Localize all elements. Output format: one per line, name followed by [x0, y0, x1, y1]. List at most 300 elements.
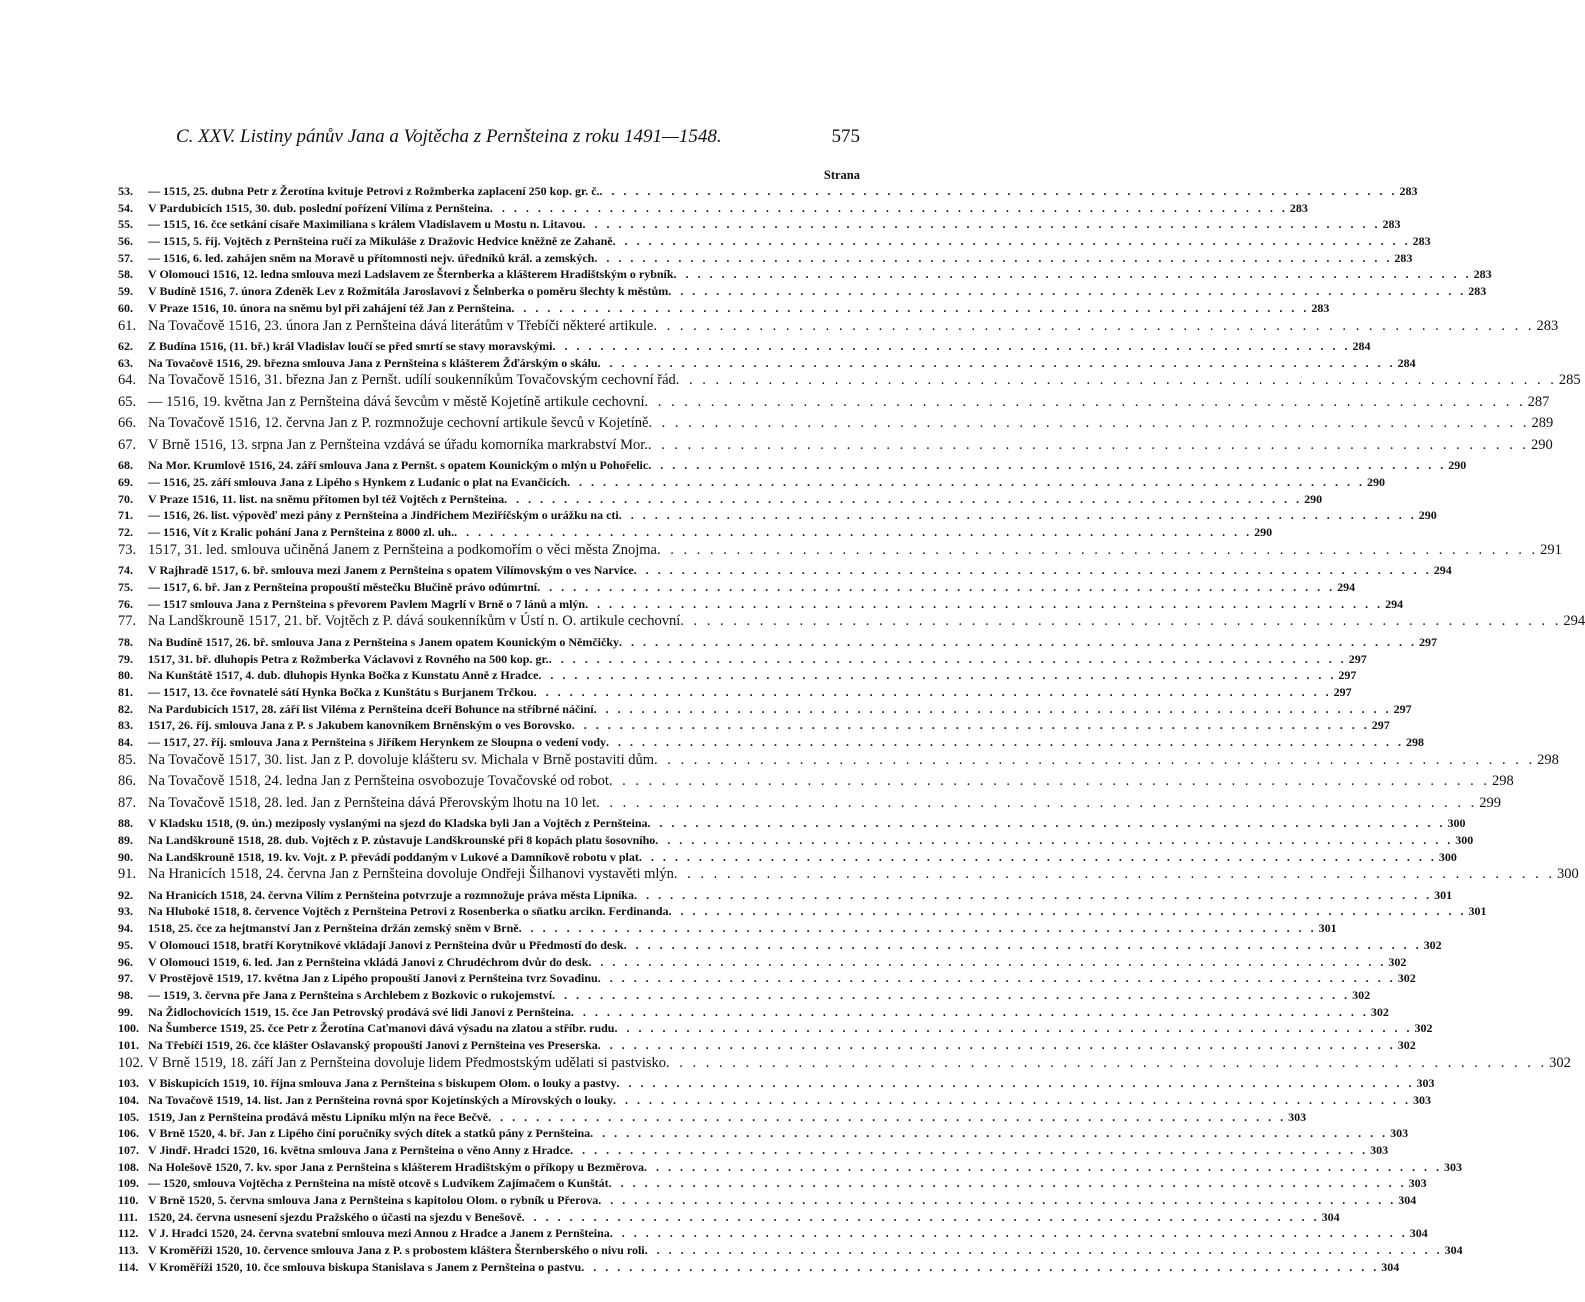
dot-leader — [674, 267, 1472, 282]
entry-page: 304 — [1381, 1259, 1400, 1274]
index-entry — [118, 1142, 1389, 1160]
entry-text: Na Šumberce 1519, 25. čce Petr z Žerotína Caťmanovi dává výsadu na zlatou a stříbr. rudu — [148, 1021, 615, 1036]
index-entry — [118, 1076, 1435, 1093]
entry-number: 88. — [118, 816, 133, 831]
entry-text: Na Třebíči 1519, 26. čce klášter Oslavanský propouští Janovi z Pernšteina ves Preserska — [148, 1037, 598, 1052]
index-entry — [118, 339, 1371, 356]
index-entry — [118, 267, 1492, 284]
dot-leader — [617, 1076, 1415, 1091]
entry-number: 112. — [118, 1226, 139, 1241]
entry-text: 1518, 25. čce za hejtmanství Jan z Pernšteina držán zemský sněm v Brně — [148, 921, 519, 936]
entry-number: 95. — [118, 937, 133, 952]
entry-text: V Kroměříži 1520, 10. čce smlouva biskupa Stanislava s Janem z Pernšteina o pastvu — [148, 1259, 582, 1274]
dot-leader — [585, 597, 1383, 612]
index-entry — [118, 1159, 1462, 1177]
entry-page: 303 — [1370, 1142, 1389, 1157]
entry-number: 96. — [118, 954, 133, 969]
index-entry — [118, 475, 1386, 492]
index-entry — [118, 954, 1407, 972]
entry-text: Na Budíně 1517, 26. bř. smlouva Jana z Pernšteina s Janem opatem Kounickým o Němčičky — [148, 634, 619, 649]
entry-text: Na Holešově 1520, 7. kv. spor Jana z Pernšteina s klášterem Hradištským o příkopy u Bezměrova — [148, 1159, 644, 1174]
entry-number: 72. — [118, 525, 133, 540]
entry-text: Na Pardubicích 1517, 28. září list Viléma z Pernšteina dceři Bohunce na stříbrné náčiní — [148, 701, 594, 716]
dot-leader — [648, 415, 1529, 432]
entry-number: 111. — [118, 1209, 138, 1224]
entry-text: 1517, 31. led. smlouva učiněná Janem z Pernšteina a podkomořím o věci města Znojma — [148, 541, 657, 558]
index-entry — [118, 751, 1559, 774]
entry-number: 109. — [118, 1176, 139, 1191]
entry-number: 82. — [118, 701, 133, 716]
entry-text: Na Hluboké 1518, 8. července Vojtěch z Pernšteina Petrovi z Rosenberka o sňatku arcikn. Ferdinanda — [148, 904, 669, 919]
entry-text: Na Tovačově 1516, 12. června Jan z P. rozmnožuje cechovní artikule ševců v Kojetíně — [148, 415, 649, 432]
dot-leader — [600, 184, 1398, 199]
dot-leader — [609, 1176, 1407, 1191]
entry-number: 92. — [118, 887, 133, 902]
entry-page: 297 — [1333, 684, 1352, 699]
dot-leader — [581, 1260, 1379, 1275]
entry-page: 302 — [1352, 987, 1371, 1002]
dot-leader — [655, 833, 1453, 848]
dot-leader — [534, 685, 1332, 700]
entry-number: 102. — [118, 1054, 144, 1071]
entry-number: 101. — [118, 1037, 139, 1052]
entry-page: 302 — [1370, 1004, 1389, 1019]
entry-text: Na Tovačově 1516, 29. března smlouva Jana z Pernšteina s klášterem Žďárským o skálu — [148, 355, 598, 370]
index-entry — [118, 184, 1418, 201]
dot-leader — [666, 1055, 1547, 1072]
dot-leader — [490, 201, 1288, 216]
entry-number: 60. — [118, 300, 133, 315]
dot-leader — [549, 652, 1347, 667]
index-entry — [118, 300, 1330, 318]
entry-page: 302 — [1549, 1054, 1571, 1071]
index-entry — [118, 200, 1308, 218]
entry-text: V Brně 1520, 4. bř. Jan z Lipého činí poručníky svých dítek a statků pány z Pernšteina — [148, 1126, 591, 1141]
index-entry — [118, 541, 1562, 564]
entry-number: 105. — [118, 1109, 139, 1124]
dot-leader — [511, 301, 1309, 316]
dot-leader — [644, 1160, 1442, 1175]
dot-leader — [598, 356, 1396, 371]
entry-number: 85. — [118, 751, 137, 768]
entry-text: 1517, 26. říj. smlouva Jana z P. s Jakubem kanovníkem Brněnským o ves Borovsko — [148, 718, 572, 733]
dot-leader — [654, 752, 1535, 769]
entry-page: 290 — [1304, 491, 1323, 506]
index-entry — [118, 393, 1550, 416]
entry-number: 99. — [118, 1004, 133, 1019]
entry-page: 289 — [1531, 415, 1554, 432]
dot-leader — [614, 1021, 1412, 1036]
entry-page: 299 — [1479, 794, 1501, 811]
index-entry — [118, 904, 1487, 921]
index-entry — [118, 701, 1412, 719]
entry-text: V Rajhradě 1517, 6. bř. smlouva mezi Janem z Pernšteina s opatem Vilímovským o ves Narvice — [148, 563, 634, 578]
entry-page: 294 — [1337, 580, 1356, 594]
entry-page: 290 — [1367, 475, 1386, 490]
entry-text: 1517, 31. bř. dluhopis Petra z Rožmberka Václavovi z Rovného na 500 kop. gr. — [148, 651, 549, 666]
entry-page: 301 — [1468, 904, 1487, 919]
entry-page: 300 — [1438, 849, 1457, 864]
entry-text: Na Tovačově 1519, 14. list. Jan z Pernšteina rovná spor Kojetínských a Mírovských o louky — [148, 1092, 614, 1107]
entry-page: 287 — [1527, 393, 1550, 410]
entry-text: Na Kunštátě 1517, 4. dub. dluhopis Hynka Bočka z Kunstatu Anně z Hradce — [148, 668, 539, 683]
entry-number: 75. — [118, 580, 133, 594]
index-entry — [118, 1092, 1432, 1110]
entry-number: 107. — [118, 1142, 139, 1157]
dot-leader — [644, 394, 1525, 411]
entry-page: 284 — [1397, 355, 1416, 370]
entry-number: 110. — [118, 1192, 139, 1207]
entry-text: — 1515, 5. říj. Vojtěch z Pernšteina ručí za Mikuláše z Dražovic Hedvice kněžně ze Zahaně — [148, 234, 613, 249]
entry-number: 58. — [118, 267, 133, 282]
entry-page: 302 — [1397, 971, 1416, 986]
entry-text: — 1517, 27. říj. smlouva Jana z Pernšteina s Jiříkem Herynkem ze Sloupna o vedení vody — [148, 735, 606, 749]
index-entry — [118, 651, 1367, 669]
entry-page: 298 — [1492, 773, 1514, 790]
index-entry — [118, 1226, 1428, 1243]
entry-text: V Budíně 1516, 7. února Zdeněk Lev z Rožmitála Jaroslavovi z Šelnberka o poměru šlechty k městům — [148, 284, 669, 299]
entry-text: V Prostějově 1519, 17. května Jan z Lipého propouští Janovi z Pernšteina tvrz Sovadinu — [148, 971, 598, 986]
entry-text: Na Tovačově 1517, 30. list. Jan z P. dovoluje klášteru sv. Michala v Brně postaviti dům — [148, 751, 655, 768]
index-entry — [118, 508, 1437, 525]
entry-number: 73. — [118, 541, 137, 558]
entry-page: 303 — [1444, 1159, 1462, 1174]
entry-number: 53. — [118, 184, 133, 198]
entry-text: — 1516, Vít z Kralic pohání Jana z Pernšteina z 8000 zl. uh. — [148, 525, 455, 540]
dot-leader — [454, 525, 1252, 540]
entry-text: V Praze 1516, 10. února na sněmu byl při zahájení též Jan z Pernšteina — [148, 300, 512, 315]
index-entry — [118, 1037, 1416, 1055]
index-entry — [118, 971, 1416, 988]
entry-page: 300 — [1557, 866, 1579, 883]
dot-leader — [572, 718, 1370, 733]
dot-leader — [668, 284, 1466, 299]
dot-leader — [538, 668, 1336, 683]
entry-page: 283 — [1412, 234, 1431, 249]
entry-page: 302 — [1397, 1037, 1416, 1052]
entry-text: V Brně 1520, 5. června smlouva Jana z Pernšteina s kapitolou Olom. o rybník u Přerova — [148, 1192, 599, 1207]
dot-leader — [552, 988, 1350, 1003]
dot-leader — [648, 458, 1446, 473]
index-entry — [118, 849, 1457, 867]
dot-leader — [634, 888, 1432, 903]
index-entry — [118, 921, 1337, 938]
entry-text: — 1515, 25. dubna Petr z Žerotína kvituje Petrovi z Rožmberka zaplacení 250 kop. gr. č. — [148, 184, 600, 198]
index-entry — [118, 372, 1581, 394]
entry-page: 304 — [1398, 1192, 1417, 1207]
entry-page: 297 — [1393, 701, 1412, 716]
entry-number: 80. — [118, 668, 133, 683]
entry-number: 91. — [118, 866, 137, 883]
entry-number: 98. — [118, 987, 133, 1002]
entry-number: 78. — [118, 634, 133, 649]
entry-number: 93. — [118, 904, 133, 919]
entry-number: 66. — [118, 415, 137, 432]
dot-leader — [639, 850, 1437, 865]
entry-page: 283 — [1394, 250, 1413, 265]
entry-text: Na Landškrouně 1517, 21. bř. Vojtěch z P. dává soukenníkům v Ústí n. O. artikule cechovní — [148, 613, 681, 630]
entry-page: 302 — [1388, 954, 1407, 969]
index-entry — [118, 217, 1401, 234]
entry-page: 285 — [1558, 372, 1581, 389]
index-entry — [118, 773, 1514, 795]
entry-number: 89. — [118, 832, 133, 847]
dot-leader — [567, 475, 1365, 490]
index-entry — [118, 866, 1579, 888]
entry-number: 62. — [118, 339, 133, 353]
index-entry — [118, 491, 1323, 509]
entry-page: 303 — [1413, 1092, 1432, 1107]
entry-number: 69. — [118, 475, 133, 490]
entry-number: 87. — [118, 794, 137, 811]
index-entry — [118, 668, 1357, 685]
dot-leader — [552, 339, 1350, 354]
dot-leader — [537, 580, 1335, 595]
dot-leader — [598, 971, 1396, 986]
entry-text: V J. Hradci 1520, 24. června svatební smlouva mezi Annou z Hradce a Janem z Pernšteina — [148, 1226, 610, 1241]
index-entry — [118, 1243, 1463, 1260]
entry-text: — 1516, 6. led. zahájen sněm na Moravě u přítomnosti nejv. úředníků král. a zemských — [148, 250, 595, 265]
entry-number: 103. — [118, 1076, 139, 1091]
index-entry — [118, 317, 1559, 340]
entry-text: — 1517 smlouva Jana z Pernšteina s převorem Pavlem Magrlí v Brně o 7 lánů a mlýn — [148, 596, 586, 611]
entry-number: 77. — [118, 613, 137, 630]
entry-page: 284 — [1352, 339, 1371, 353]
index-entries — [118, 184, 1585, 1276]
entry-page: 304 — [1321, 1209, 1340, 1224]
entry-page: 290 — [1418, 508, 1437, 523]
entry-page: 283 — [1468, 284, 1487, 299]
entry-number: 56. — [118, 234, 133, 249]
document-page — [118, 126, 1585, 1276]
entry-text: V Kladsku 1518, (9. ún.) meziposly vyslanými na sjezd do Kladska byli Jan a Vojtěch z Pernšteina — [148, 816, 648, 831]
page-column-heading: Strana — [823, 168, 860, 182]
dot-leader — [522, 1210, 1320, 1225]
entry-text: Na Hranicích 1518, 24. června Jan z Pernšteina dovoluje Ondřeji Šilhanovi vystavěti mlýn — [148, 866, 674, 883]
entry-number: 54. — [118, 200, 133, 215]
entry-number: 70. — [118, 491, 133, 506]
entry-text: Na Tovačově 1516, 31. března Jan z Pernšt. udílí soukenníkům Tovačovským cechovní řád — [148, 372, 676, 389]
index-entry — [118, 987, 1371, 1005]
entry-text: 1520, 24. června usnesení sjezdu Pražského o účasti na sjezdu v Benešově — [148, 1209, 522, 1224]
entry-page: 303 — [1416, 1076, 1435, 1091]
entry-page: 283 — [1382, 217, 1401, 232]
index-entry — [118, 1209, 1340, 1227]
running-title: C. XXV. Listiny pánův Jana a Vojtěcha z Pernšteina z roku 1491—1548. — [176, 126, 722, 147]
entry-page: 300 — [1455, 832, 1474, 847]
index-entry — [118, 1192, 1417, 1210]
dot-leader — [634, 563, 1432, 578]
index-entry — [118, 525, 1273, 542]
dot-leader — [648, 437, 1529, 454]
entry-page: 298 — [1406, 735, 1424, 749]
entry-page: 303 — [1288, 1109, 1307, 1124]
entry-text: — 1515, 16. čce setkání císaře Maximiliana s králem Vladislavem u Mostu n. Litavou — [148, 217, 583, 232]
entry-text: Na Židlochovicích 1519, 15. čce Jan Petrovský prodává své lidi Janovi z Pernšteina — [148, 1004, 571, 1019]
entry-text: — 1516, 26. list. výpověď mezi pány z Pernšteina a Jindřichem Meziříčským o urážku na cti — [148, 508, 619, 523]
dot-leader — [624, 938, 1422, 953]
index-entry — [118, 794, 1501, 817]
entry-text: — 1517, 6. bř. Jan z Pernšteina propouští městečku Blučině právo odúmrtní — [148, 580, 538, 594]
entry-text: Na Landškrouně 1518, 19. kv. Vojt. z P. převádí poddaným v Lukové a Damníkově robotu v plat — [148, 849, 639, 864]
dot-leader — [570, 1143, 1368, 1158]
dot-leader — [504, 492, 1302, 507]
index-entry — [118, 1176, 1427, 1193]
entry-number: 106. — [118, 1126, 139, 1141]
entry-number: 74. — [118, 563, 133, 578]
entry-text: — 1519, 3. června pře Jana z Pernšteina s Archlebem z Bozkovic o rukojemství — [148, 987, 553, 1002]
entry-text: V Jindř. Hradci 1520, 16. května smlouva Jana z Pernšteina o věno Anny z Hradce — [148, 1142, 571, 1157]
entry-number: 104. — [118, 1092, 139, 1107]
entry-page: 283 — [1473, 267, 1492, 282]
entry-number: 113. — [118, 1243, 139, 1257]
entry-page: 283 — [1536, 317, 1559, 334]
entry-page: 304 — [1409, 1226, 1428, 1241]
entry-page: 283 — [1311, 300, 1330, 315]
entry-page: 304 — [1444, 1243, 1463, 1257]
index-entry — [118, 1259, 1400, 1277]
dot-leader — [594, 251, 1392, 266]
entry-text: V Olomouci 1519, 6. led. Jan z Pernšteina vkládá Janovi z Chrudéchrom dvůr do desk — [148, 954, 589, 969]
entry-page: 290 — [1448, 458, 1467, 473]
entry-number: 83. — [118, 718, 133, 733]
page-number: 575 — [831, 126, 860, 147]
entry-text: Na Tovačově 1518, 28. led. Jan z Pernšteina dává Přerovským lhotu na 10 let — [148, 794, 597, 811]
entry-page: 297 — [1348, 651, 1367, 666]
entry-page: 300 — [1447, 816, 1466, 831]
dot-leader — [610, 1226, 1408, 1241]
dot-leader — [582, 217, 1380, 232]
index-entry — [118, 735, 1424, 752]
entry-number: 90. — [118, 849, 133, 864]
dot-leader — [645, 1243, 1443, 1258]
entry-text: V Olomouci 1516, 12. ledna smlouva mezi Ladslavem ze Šternberka a klášterem Hradištským o rybník — [148, 267, 674, 282]
dot-leader — [609, 773, 1490, 790]
entry-page: 297 — [1419, 634, 1437, 649]
index-entry — [118, 355, 1416, 373]
index-entry — [118, 596, 1404, 614]
dot-leader — [488, 1110, 1286, 1125]
entry-number: 84. — [118, 735, 133, 749]
index-entry — [118, 1021, 1433, 1038]
index-entry — [118, 887, 1453, 905]
running-header — [118, 126, 860, 156]
entry-page: 294 — [1563, 613, 1585, 630]
dot-leader — [598, 1038, 1396, 1053]
entry-number: 114. — [118, 1259, 139, 1274]
dot-leader — [674, 866, 1555, 883]
entry-number: 57. — [118, 250, 133, 265]
entry-number: 61. — [118, 317, 137, 334]
dot-leader — [594, 702, 1392, 717]
entry-text: — 1520, smlouva Vojtěcha z Pernšteina na místě otcově s Ludvíkem Zajímačem o Kunštát — [148, 1176, 609, 1191]
index-entry — [118, 613, 1585, 635]
dot-leader — [613, 1093, 1411, 1108]
index-entry — [118, 458, 1467, 475]
dot-leader — [669, 904, 1467, 919]
index-entry — [118, 718, 1390, 735]
entry-text: Na Landškrouně 1518, 28. dub. Vojtěch z P. zůstavuje Landškrounské při 8 kopách platu šosovního — [148, 832, 656, 847]
entry-number: 63. — [118, 355, 133, 370]
index-entry — [118, 250, 1413, 268]
entry-page: 303 — [1390, 1126, 1409, 1141]
entry-number: 67. — [118, 436, 137, 453]
entry-text: V Brně 1519, 18. září Jan z Pernšteina dovoluje lidem Předmostským udělati si pastvisko — [148, 1054, 667, 1071]
dot-leader — [588, 955, 1386, 970]
entry-number: 81. — [118, 684, 133, 699]
entry-number: 86. — [118, 773, 137, 790]
entry-text: Z Budína 1516, (11. bř.) král Vladislav loučí se před smrtí se stavy moravskými — [148, 339, 553, 353]
entry-text: — 1516, 25. září smlouva Jana z Lipého s Hynkem z Ludanic o plat na Evančicích — [148, 475, 568, 490]
entry-text: 1519, Jan z Pernšteina prodává městu Lipníku mlýn na řece Bečvě — [148, 1109, 489, 1124]
entry-text: Na Tovačově 1518, 24. ledna Jan z Pernšteina osvobozuje Tovačovské od robot — [148, 773, 609, 790]
entry-number: 64. — [118, 372, 137, 389]
index-entry — [118, 436, 1553, 459]
index-entry — [118, 234, 1431, 251]
index-entry — [118, 415, 1554, 437]
dot-leader — [653, 318, 1534, 335]
entry-page: 297 — [1371, 718, 1390, 733]
index-entry — [118, 634, 1437, 652]
entry-number: 100. — [118, 1021, 139, 1036]
entry-number: 108. — [118, 1159, 139, 1174]
entry-text: Na Hranicích 1518, 24. června Vilím z Pernšteina potvrzuje a rozmnožuje práva města Lipníka — [148, 887, 635, 902]
entry-number: 79. — [118, 651, 133, 666]
entry-text: Na Tovačově 1516, 23. února Jan z Pernšteina dává literátům v Třebíči některé artikule — [148, 317, 654, 334]
entry-text: V Olomouci 1518, bratří Korytnikové vkládají Janovi z Pernšteina dvůr u Předmostí do desk — [148, 937, 624, 952]
index-entry — [118, 1054, 1571, 1077]
dot-leader — [606, 735, 1404, 750]
index-entry — [118, 816, 1466, 833]
index-entry — [118, 580, 1356, 597]
dot-leader — [519, 921, 1317, 936]
entry-number: 59. — [118, 284, 133, 299]
dot-leader — [657, 542, 1538, 559]
entry-page: 290 — [1531, 436, 1553, 453]
entry-text: V Pardubicích 1515, 30. dub. poslední pořízení Vilíma z Pernšteina — [148, 200, 490, 215]
entry-number: 68. — [118, 458, 133, 473]
entry-page: 294 — [1433, 563, 1452, 578]
index-entry — [118, 832, 1474, 850]
dot-leader — [619, 635, 1417, 650]
entry-number: 94. — [118, 921, 133, 936]
index-entry — [118, 937, 1442, 955]
entry-page: 302 — [1423, 937, 1442, 952]
entry-text: V Brně 1516, 13. srpna Jan z Pernšteina vzdává se úřadu komorníka markrabství Mor. — [148, 436, 648, 453]
entry-page: 297 — [1338, 668, 1357, 683]
dot-leader — [590, 1126, 1388, 1141]
entry-page: 290 — [1254, 525, 1273, 540]
dot-leader — [619, 508, 1417, 523]
dot-leader — [571, 1005, 1369, 1020]
entry-page: 283 — [1399, 184, 1418, 198]
index-entry — [118, 1109, 1307, 1127]
entry-page: 303 — [1408, 1176, 1427, 1191]
entry-text: — 1517, 13. čce řovnatelé sátí Hynka Bočka z Kunštátu s Burjanem Trčkou — [148, 684, 534, 699]
entry-text: V Kroměříži 1520, 10. července smlouva Jana z P. s probostem kláštera Šternberského o nivu roli — [148, 1243, 645, 1257]
entry-number: 55. — [118, 217, 133, 232]
entry-text: V Praze 1516, 11. list. na sněmu přítomen byl též Vojtěch z Pernšteina — [148, 491, 505, 506]
dot-leader — [676, 372, 1557, 389]
entry-page: 298 — [1537, 751, 1559, 768]
index-entry — [118, 563, 1452, 580]
entry-number: 71. — [118, 508, 133, 523]
entry-text: Na Mor. Krumlově 1516, 24. září smlouva Jana z Pernšt. s opatem Kounickým o mlýn u Pohořelic — [148, 458, 649, 473]
dot-leader — [648, 816, 1446, 831]
entry-page: 301 — [1318, 921, 1337, 936]
entry-number: 76. — [118, 596, 133, 611]
entry-number: 97. — [118, 971, 133, 986]
